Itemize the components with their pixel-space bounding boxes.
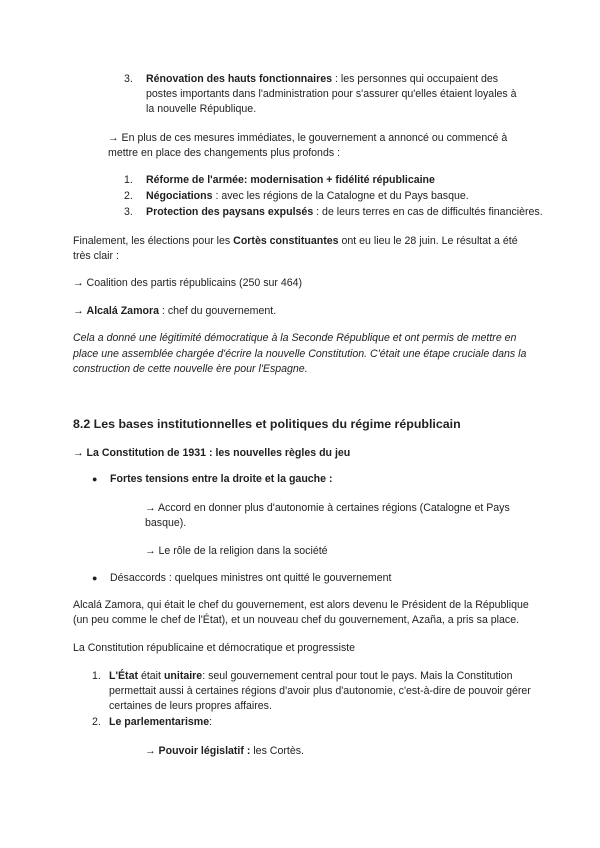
list-text [109, 715, 492, 730]
line-zamora [73, 304, 533, 319]
list-text [109, 669, 537, 714]
list-text [146, 205, 543, 220]
description: : avec les régions de la Catalogne et du Pays basque. [212, 190, 469, 202]
list-item-renovation [124, 72, 520, 117]
list-number: 1. [124, 174, 133, 186]
arrow: → [145, 745, 159, 757]
bullet-icon: ● [92, 474, 98, 484]
list-number: 3. [124, 206, 133, 218]
text: : [209, 716, 213, 728]
para-president: Alcalá Zamora, qui était le chef du gouvernement, est alors devenu le Président de la République (un peu comme le chef de l'État), et un nouveau chef du gouvernement, Azaña, a pris sa place. [73, 599, 529, 626]
bullet-text: Fortes tensions entre la droite et la gauche : [110, 473, 333, 485]
description: : seul gouvernement central pour tout le pays. Mais la Constitution permettait aussi à certaines régions d'avoir plus d'autonomie, c'est-à-dire de pouvoir gérer certaines de leurs propres affaires. [109, 670, 531, 712]
list-number: 2. [92, 716, 101, 728]
list-item-protection [124, 205, 554, 221]
bullet-desaccords [92, 571, 512, 586]
term-pouvoir: Pouvoir législatif : [158, 745, 251, 757]
term-renovation: Rénovation des hauts fonctionnaires [146, 73, 333, 85]
text: : chef du gouvernement. [158, 305, 277, 317]
list-text [146, 72, 520, 117]
line-pouvoir [145, 744, 515, 759]
para-constitution: La Constitution républicaine et démocratique et progressiste [73, 642, 356, 654]
bullet-icon: ● [92, 573, 98, 583]
sub-autonomie: → Accord en donner plus d'autonomie à certaines régions (Catalogne et Pays basque). [145, 502, 510, 529]
line-coalition: → Coalition des partis républicains (250 sur 464) [73, 277, 303, 289]
bullet-text: Désaccords : quelques ministres ont quitté le gouvernement [110, 572, 392, 584]
constitution-line: → La Constitution de 1931 : les nouvelles règles du jeu [73, 447, 351, 459]
term-etat: L'État [109, 670, 139, 682]
list-number: 1. [92, 670, 101, 682]
text: les Cortès. [250, 745, 304, 757]
arrow: → [73, 305, 87, 317]
term-zamora: Alcalá Zamora [86, 305, 159, 317]
term-reforme: Réforme de l'armée: modernisation + fidélité républicaine [146, 174, 435, 186]
list-number: 2. [124, 190, 133, 202]
para-changes: → En plus de ces mesures immédiates, le gouvernement a annoncé ou commencé à mettre en place des changements plus profonds : [108, 132, 508, 159]
text: Finalement, les élections pour les [73, 235, 234, 247]
text: ont eu lieu le 28 juin. Le résultat a été très clair : [73, 235, 518, 262]
para-elections [73, 234, 533, 264]
term-protection: Protection des paysans expulsés [146, 206, 314, 218]
section-heading: 8.2 Les bases institutionnelles et politiques du régime républicain [73, 417, 461, 431]
list-item-etat [92, 669, 537, 714]
list-text [146, 173, 435, 188]
term-parlementarisme: Le parlementarisme [109, 716, 210, 728]
bullet-tensions [92, 472, 492, 487]
list-text [146, 189, 469, 204]
list-item-reforme [124, 173, 554, 189]
sub-religion: → Le rôle de la religion dans la société [145, 545, 328, 557]
list-number: 3. [124, 73, 133, 85]
description: : de leurs terres en cas de difficultés financières. [313, 206, 543, 218]
text: était [138, 670, 164, 682]
list-reforms [124, 173, 554, 221]
description: : les personnes qui occupaient des postes importants dans l'administration pour s'assurer qu'elles étaient loyales à la nouvelle République. [146, 73, 517, 115]
term-unitaire: unitaire [163, 670, 203, 682]
list-item-parlementarisme [92, 715, 492, 730]
para-legitimite: Cela a donné une légitimité démocratique à la Seconde République et ont permis de mettre en place une assemblée chargée d'écrire la nouvelle Constitution. C'était une étape cruciale dans la construction de cette nouvelle ère pour l'Espagne. [73, 332, 527, 375]
list-item-negociations [124, 189, 554, 205]
term-cortes: Cortès constituantes [233, 235, 339, 247]
term-negociations: Négociations [146, 190, 213, 202]
